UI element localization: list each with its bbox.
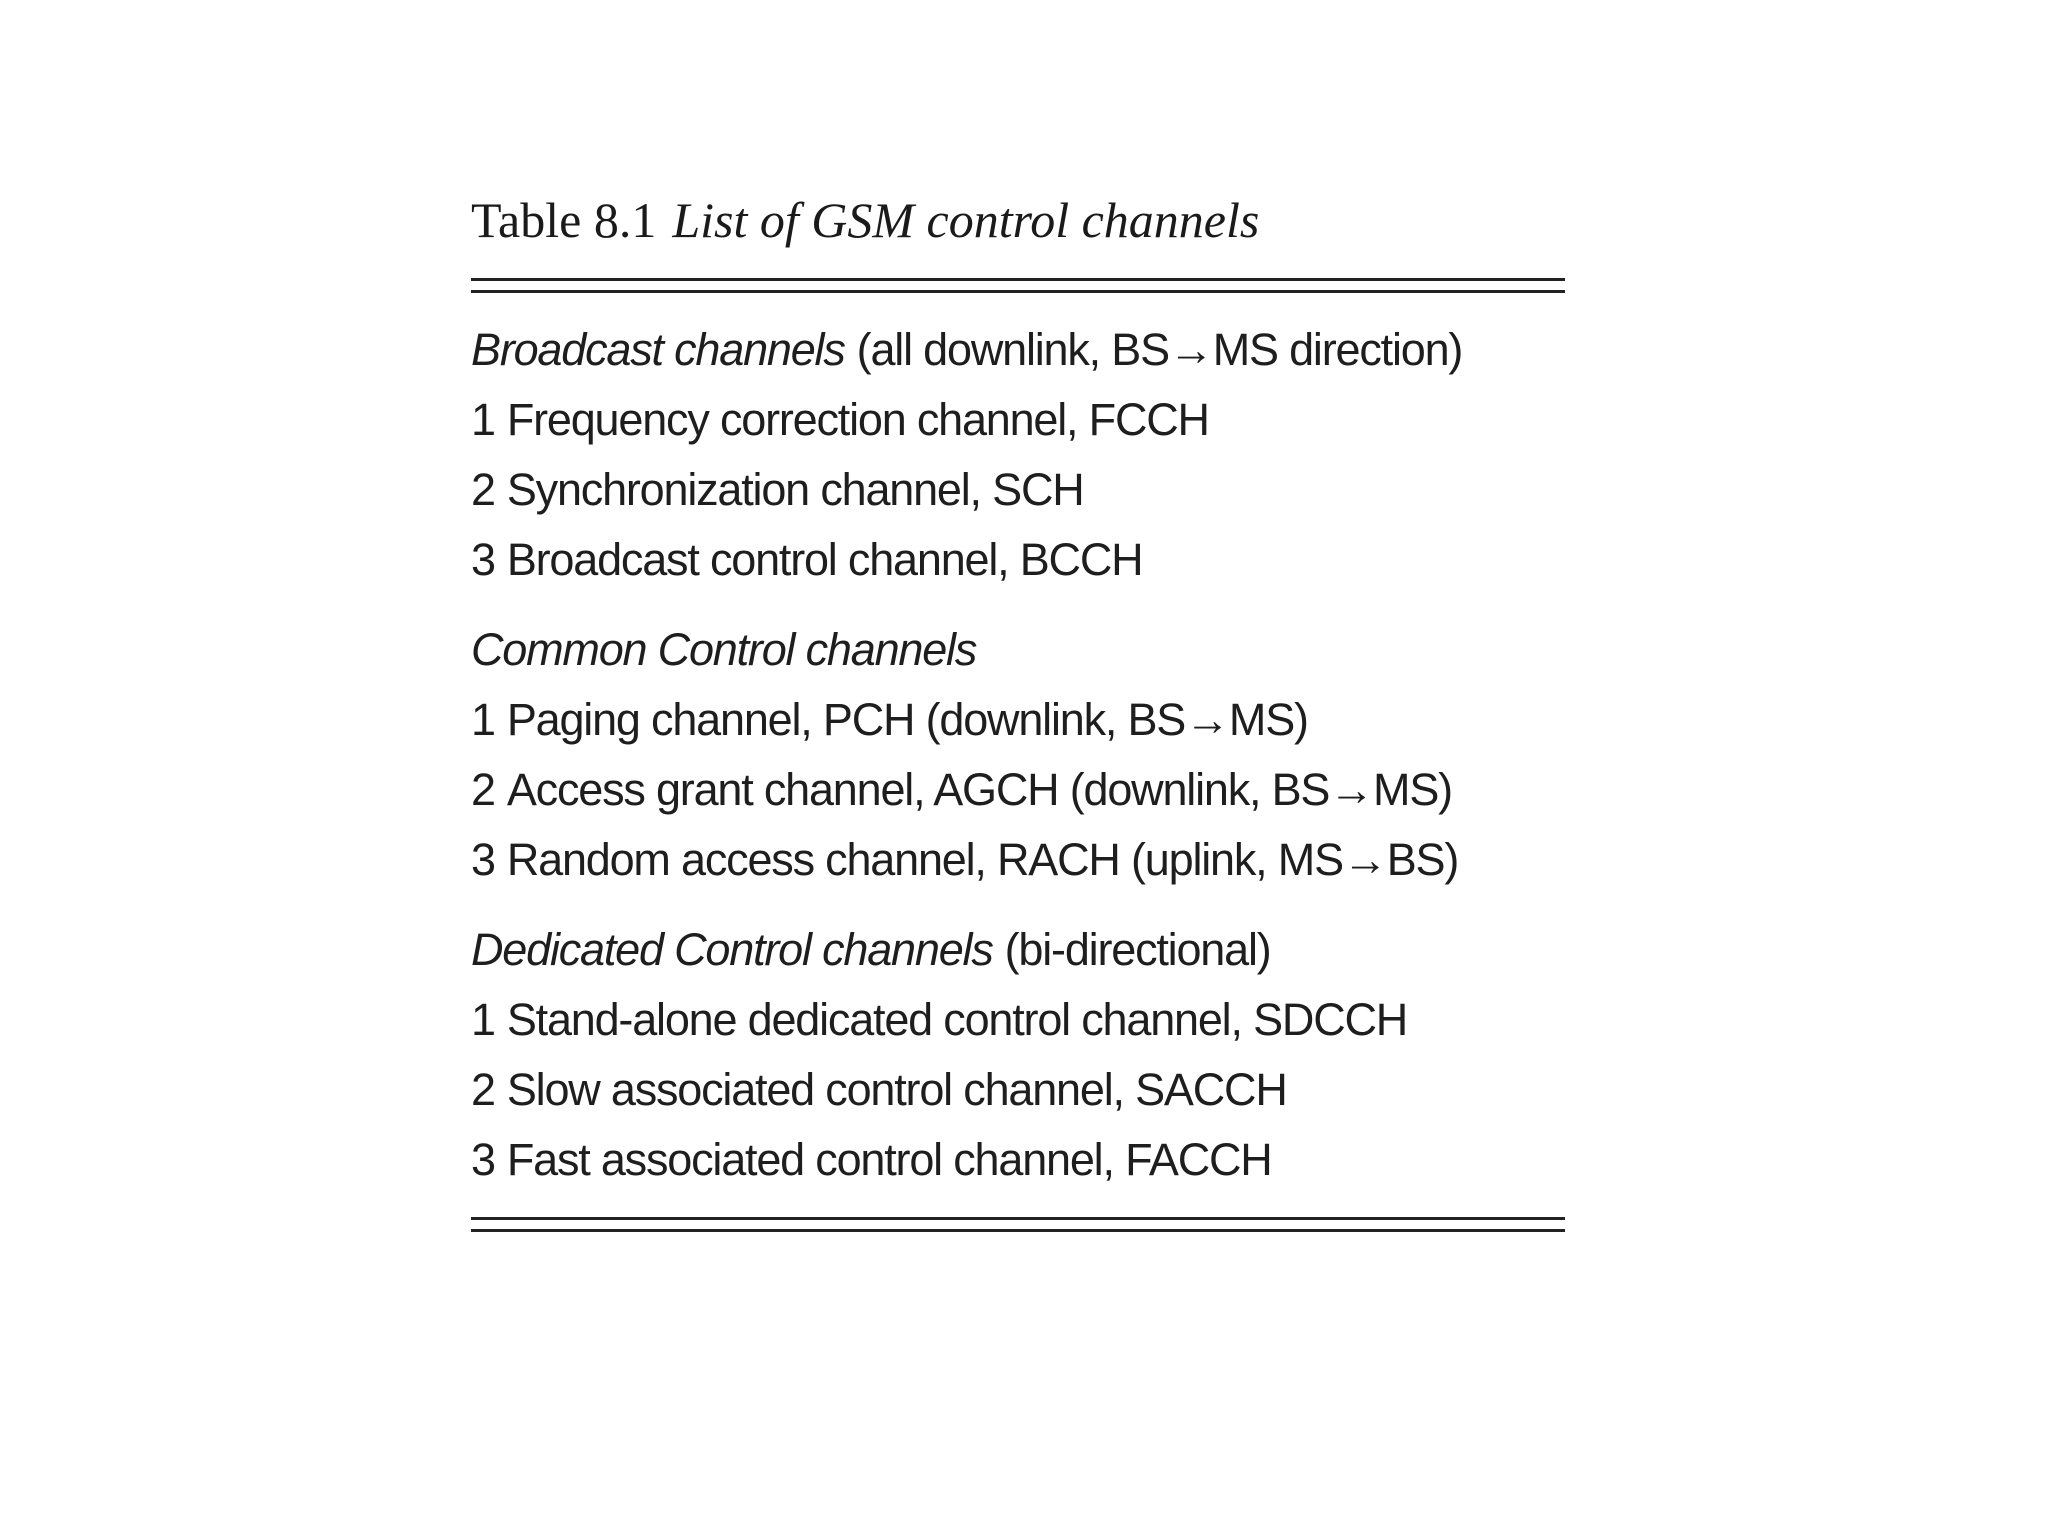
bottom-double-rule — [471, 1217, 1565, 1232]
item-text: Broadcast control channel, BCCH — [506, 534, 1143, 585]
item-text: Random access channel, RACH (uplink, MS→BS) — [506, 834, 1459, 885]
list-item — [471, 685, 1565, 755]
table-8-1 — [471, 190, 1565, 1232]
section-common-control-channels — [471, 615, 1565, 895]
item-number: 1 — [471, 394, 495, 445]
list-item — [471, 985, 1565, 1055]
section-dedicated-control-channels — [471, 915, 1565, 1195]
item-number: 2 — [471, 1064, 495, 1115]
item-text: Access grant channel, AGCH (downlink, BS→MS) — [506, 764, 1452, 815]
caption-label: Table 8.1 — [471, 192, 657, 248]
table-caption — [471, 190, 1565, 250]
item-number: 3 — [471, 534, 495, 585]
section-heading-title: Common Control channels — [471, 624, 977, 675]
section-heading — [471, 915, 1565, 985]
caption-title: List of GSM control channels — [672, 192, 1260, 248]
list-item — [471, 825, 1565, 895]
section-heading-note: (bi-directional) — [1004, 924, 1271, 975]
list-item — [471, 1125, 1565, 1195]
top-double-rule — [471, 278, 1565, 293]
list-item — [471, 755, 1565, 825]
list-item — [471, 385, 1565, 455]
item-number: 3 — [471, 834, 495, 885]
item-number: 3 — [471, 1134, 495, 1185]
section-heading — [471, 315, 1565, 385]
item-number: 2 — [471, 464, 495, 515]
table-body — [471, 315, 1565, 1195]
item-number: 1 — [471, 694, 495, 745]
list-item — [471, 455, 1565, 525]
section-heading-note: (all downlink, BS→MS direction) — [856, 324, 1463, 375]
section-heading — [471, 615, 1565, 685]
item-text: Paging channel, PCH (downlink, BS→MS) — [506, 694, 1308, 745]
item-number: 1 — [471, 994, 495, 1045]
list-item — [471, 525, 1565, 595]
section-heading-title: Dedicated Control channels — [471, 924, 993, 975]
item-text: Frequency correction channel, FCCH — [506, 394, 1209, 445]
list-item — [471, 1055, 1565, 1125]
item-text: Fast associated control channel, FACCH — [506, 1134, 1272, 1185]
item-number: 2 — [471, 764, 495, 815]
item-text: Slow associated control channel, SACCH — [506, 1064, 1287, 1115]
section-heading-title: Broadcast channels — [471, 324, 845, 375]
item-text: Stand-alone dedicated control channel, SDCCH — [506, 994, 1408, 1045]
item-text: Synchronization channel, SCH — [506, 464, 1084, 515]
section-broadcast-channels — [471, 315, 1565, 595]
